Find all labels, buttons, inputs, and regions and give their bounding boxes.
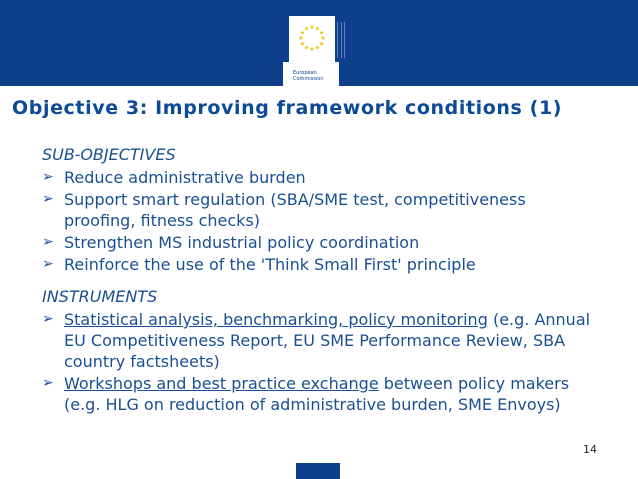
slide-title: Objective 3: Improving framework conditions (1) (12, 97, 563, 119)
header-banner (0, 0, 638, 86)
list-item (42, 373, 602, 415)
sub-objectives-list (42, 167, 602, 275)
arrow-bullet-icon: ➢ (42, 191, 54, 207)
logo-line-1: European (293, 70, 317, 76)
instrument-link[interactable]: Workshops and best practice exchange (64, 374, 379, 393)
list-item-text: Reinforce the use of the 'Think Small First' principle (64, 255, 476, 274)
page-number: 14 (583, 443, 597, 456)
flag-star: ★ (299, 40, 306, 48)
instruments-list (42, 309, 602, 415)
list-item (42, 167, 602, 188)
flag-star: ★ (309, 46, 315, 53)
list-item-text: (e.g. Annual EU Competitiveness Report, EU SME Performance Review, SBA country factsheets) (64, 310, 591, 371)
banner-right-panel (347, 16, 638, 86)
arrow-bullet-icon: ➢ (42, 256, 54, 272)
flag-star: ★ (303, 44, 310, 52)
sub-objectives-heading: SUB-OBJECTIVES (42, 145, 176, 164)
flag-star: ★ (299, 29, 306, 37)
list-item-text: between policy makers (e.g. HLG on reduction of administrative burden, SME Envoys) (64, 374, 570, 414)
list-item-text: Support smart regulation (SBA/SME test, competitiveness proofing, fitness checks) (64, 190, 526, 230)
instruments-heading: INSTRUMENTS (42, 287, 158, 306)
flag-star: ★ (309, 24, 315, 31)
footer-eu-flag (296, 463, 340, 479)
flag-star: ★ (314, 25, 321, 33)
flag-star: ★ (318, 40, 325, 48)
list-item (42, 254, 602, 275)
list-item (42, 189, 602, 231)
logo-text (293, 70, 324, 82)
flag-star: ★ (314, 44, 321, 52)
logo-line-2: Commission (293, 76, 324, 82)
flag-star: ★ (303, 25, 310, 33)
arrow-bullet-icon: ➢ (42, 375, 54, 391)
flag-star: ★ (320, 35, 326, 42)
list-item (42, 309, 602, 372)
arrow-bullet-icon: ➢ (42, 234, 54, 250)
list-item-text: Reduce administrative burden (64, 168, 306, 187)
slide-body (42, 145, 602, 416)
flag-star: ★ (318, 29, 325, 37)
list-item-text: Strengthen MS industrial policy coordination (64, 233, 420, 252)
arrow-bullet-icon: ➢ (42, 169, 54, 185)
list-item (42, 232, 602, 253)
european-commission-logo (283, 16, 347, 86)
flag-star: ★ (298, 35, 304, 42)
eu-flag-icon (293, 22, 331, 54)
arrow-bullet-icon: ➢ (42, 311, 54, 327)
instrument-link[interactable]: Statistical analysis, benchmarking, policy monitoring (64, 310, 488, 329)
